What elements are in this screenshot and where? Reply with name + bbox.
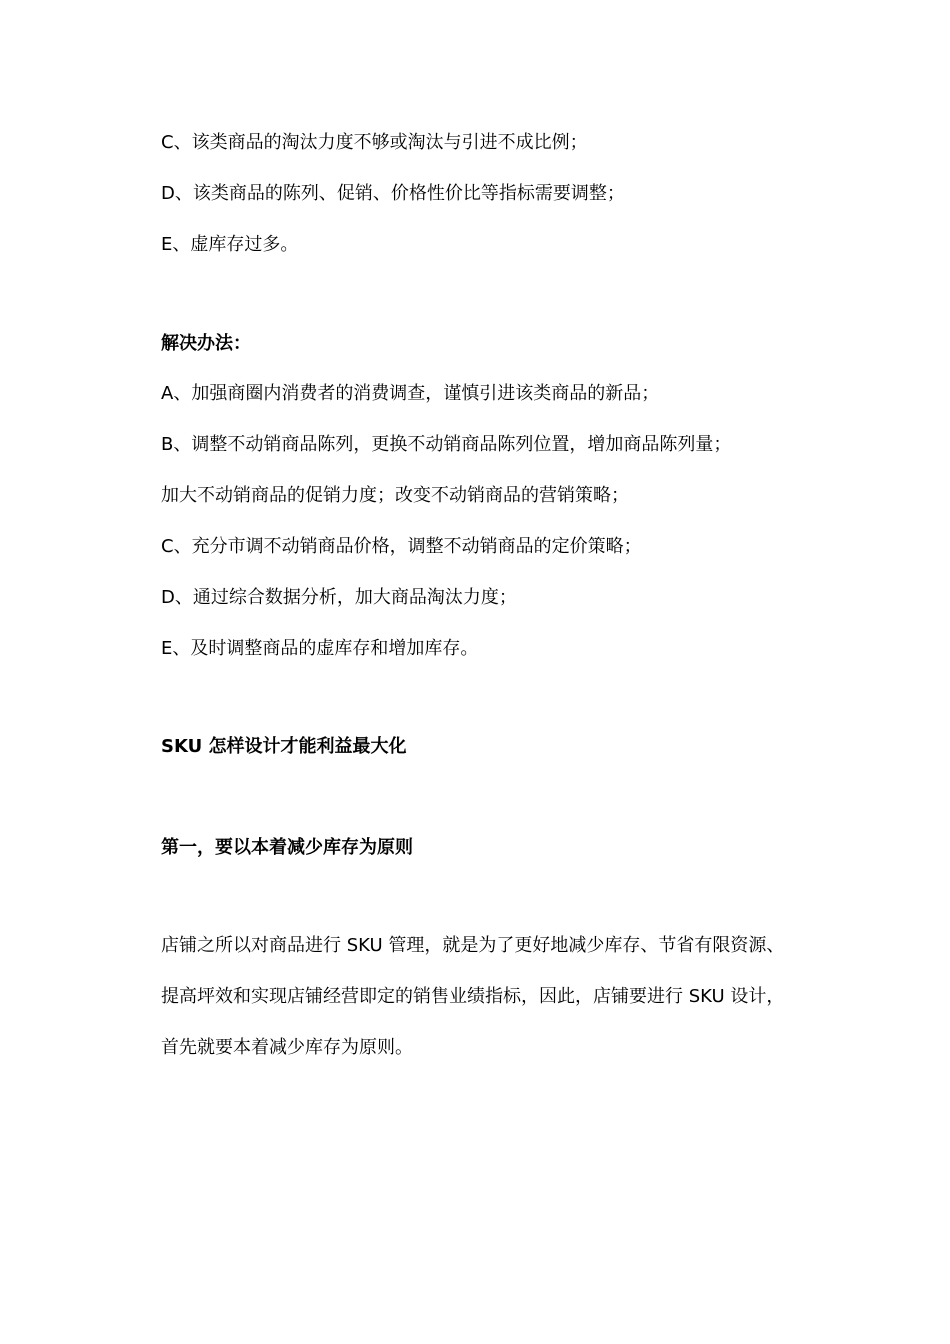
solution-e: E、及时调整商品的虚库存和增加库存。 — [161, 638, 479, 659]
solution-b: B、调整不动销商品陈列，更换不动销商品陈列位置，增加商品陈列量； — [161, 434, 732, 455]
solution-a: A、加强商圈内消费者的消费调查，谨慎引进该类商品的新品； — [161, 383, 660, 404]
section-title: SKU 怎样设计才能利益最大化 — [161, 736, 407, 757]
reason-d: D、该类商品的陈列、促销、价格性价比等指标需要调整； — [161, 183, 625, 204]
solution-b-continued: 加大不动销商品的促销力度；改变不动销商品的营销策略； — [161, 485, 629, 506]
paragraph-line-2: 提高坪效和实现店铺经营即定的销售业绩指标，因此，店铺要进行 SKU 设计， — [161, 986, 785, 1007]
reason-e: E、虚库存过多。 — [161, 234, 299, 255]
paragraph-line-1: 店铺之所以对商品进行 SKU 管理，就是为了更好地减少库存、节省有限资源、 — [161, 935, 785, 956]
subsection-title: 第一，要以本着减少库存为原则 — [161, 837, 413, 858]
paragraph-line-3: 首先就要本着减少库存为原则。 — [161, 1037, 413, 1058]
reason-c: C、该类商品的淘汰力度不够或淘汰与引进不成比例； — [161, 132, 588, 153]
solutions-heading: 解决办法： — [161, 333, 251, 354]
solution-c: C、充分市调不动销商品价格，调整不动销商品的定价策略； — [161, 536, 642, 557]
solution-d: D、通过综合数据分析，加大商品淘汰力度； — [161, 587, 517, 608]
